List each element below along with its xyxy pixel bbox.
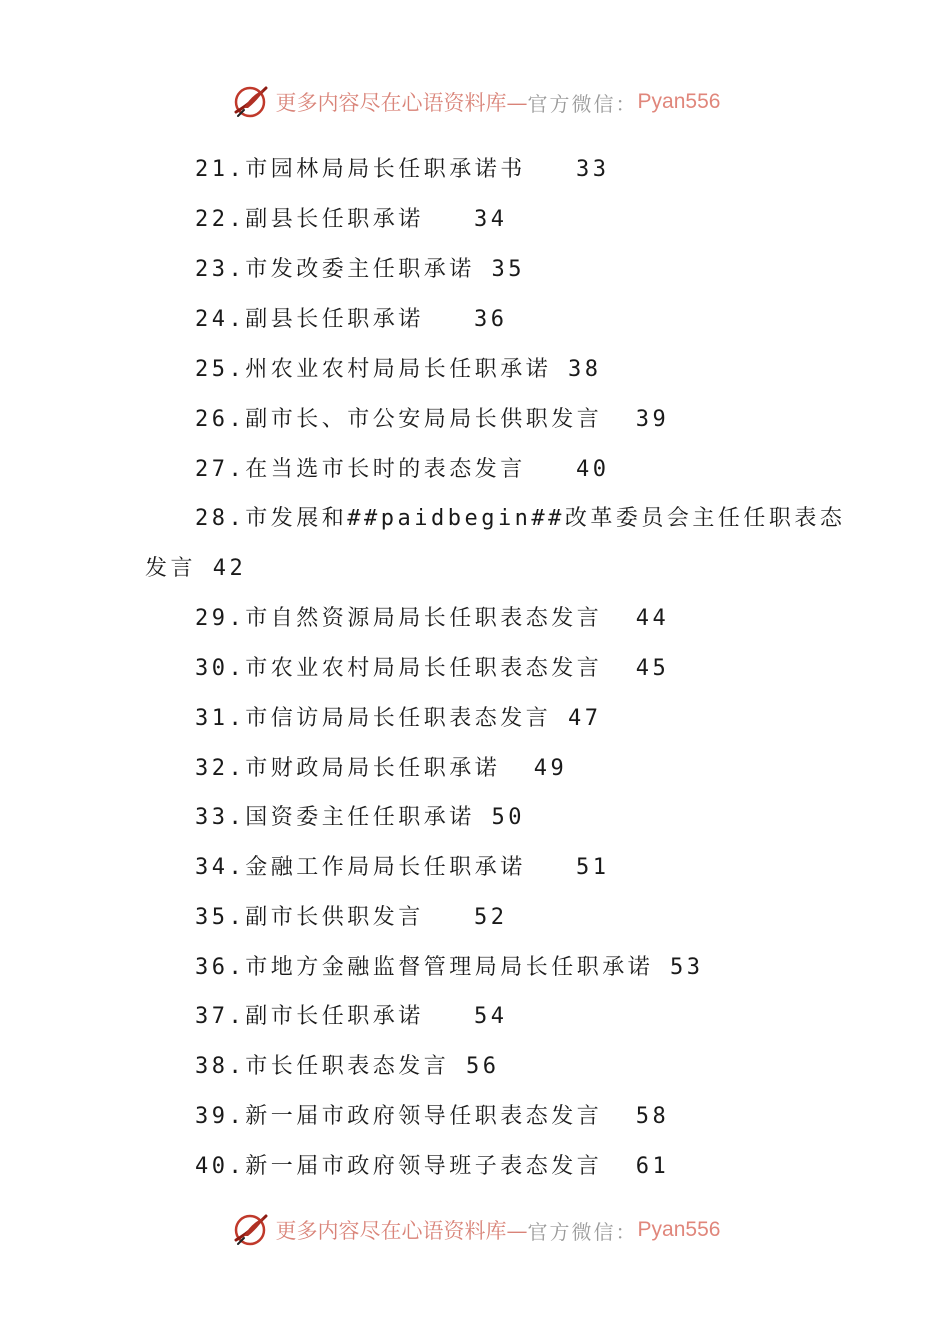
banner-text: 更多内容尽在心语资料库— [275,1219,528,1243]
quill-logo-icon [230,82,270,122]
toc-item: 29.市自然资源局局长任职表态发言 44 [195,606,670,631]
banner-wechat-id: Pyan556 [637,90,721,113]
header-banner [0,80,950,124]
toc-item-continued: 发言 42 [145,556,247,581]
toc-item: 24.副县长任职承诺 36 [195,307,508,332]
toc-item: 26.副市长、市公安局局长供职发言 39 [195,407,670,432]
toc-item: 22.副县长任职承诺 34 [195,207,508,232]
banner-wechat-label: 官方微信： [527,91,638,116]
toc-item: 32.市财政局局长任职承诺 49 [195,756,568,781]
toc-item: 35.副市长供职发言 52 [195,905,508,930]
banner-wechat-id: Pyan556 [637,1218,721,1241]
toc-item: 21.市园林局局长任职承诺书 33 [195,157,610,182]
toc-item: 25.州农业农村局局长任职承诺 38 [195,357,602,382]
toc-item: 36.市地方金融监督管理局局长任职承诺 53 [195,955,704,980]
toc-item: 30.市农业农村局局长任职表态发言 45 [195,656,670,681]
toc-item: 27.在当选市长时的表态发言 40 [195,457,610,482]
banner-wechat-label: 官方微信： [527,1219,638,1244]
footer-banner [0,1208,950,1252]
quill-logo-icon [230,1210,270,1250]
toc-item: 37.副市长任职承诺 54 [195,1004,508,1029]
toc-item: 28.市发展和##paidbegin##改革委员会主任任职表态 [195,506,846,531]
toc-item: 39.新一届市政府领导任职表态发言 58 [195,1104,670,1129]
toc-item: 31.市信访局局长任职表态发言 47 [195,706,602,731]
banner-text: 更多内容尽在心语资料库— [275,91,528,115]
toc-item: 23.市发改委主任职承诺 35 [195,257,525,282]
toc-item: 40.新一届市政府领导班子表态发言 61 [195,1154,670,1179]
toc-item: 33.国资委主任任职承诺 50 [195,805,525,830]
toc-item: 34.金融工作局局长任职承诺 51 [195,855,610,880]
toc-item: 38.市长任职表态发言 56 [195,1054,500,1079]
